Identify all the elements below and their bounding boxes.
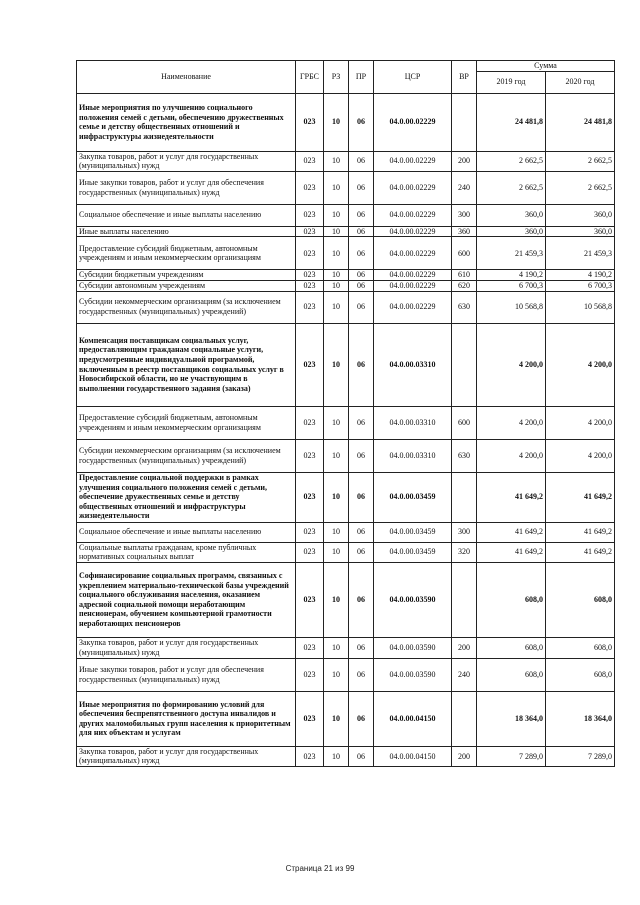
row-name: Закупка товаров, работ и услуг для государственных (муниципальных) нужд (77, 637, 296, 658)
row-rz: 10 (324, 691, 349, 746)
row-grbs: 023 (296, 291, 324, 323)
row-name: Предоставление субсидий бюджетным, автономным учреждениям и иным некоммерческим организациям (77, 237, 296, 270)
row-sum-2019: 608,0 (477, 562, 546, 637)
row-sum-2020: 21 459,3 (546, 237, 615, 270)
row-csr: 04.0.00.03459 (374, 522, 452, 542)
col-header-pr: ПР (349, 61, 374, 94)
row-vr: 240 (452, 658, 477, 691)
row-sum-2020: 360,0 (546, 226, 615, 237)
row-rz: 10 (324, 472, 349, 522)
table-row (77, 522, 615, 542)
table-row (77, 323, 615, 406)
row-grbs: 023 (296, 472, 324, 522)
row-vr: 200 (452, 746, 477, 766)
row-rz: 10 (324, 226, 349, 237)
row-rz: 10 (324, 746, 349, 766)
row-pr: 06 (349, 171, 374, 204)
row-grbs: 023 (296, 226, 324, 237)
row-pr: 06 (349, 406, 374, 439)
row-pr: 06 (349, 204, 374, 226)
table-row (77, 562, 615, 637)
row-rz: 10 (324, 291, 349, 323)
table-row (77, 270, 615, 281)
row-grbs: 023 (296, 270, 324, 281)
row-sum-2019: 4 200,0 (477, 439, 546, 472)
row-name: Иные закупки товаров, работ и услуг для обеспечения государственных (муниципальных) нужд (77, 658, 296, 691)
row-sum-2019: 4 200,0 (477, 406, 546, 439)
row-csr: 04.0.00.03310 (374, 439, 452, 472)
row-vr: 630 (452, 291, 477, 323)
row-name: Субсидии некоммерческим организациям (за исключением государственных (муниципальных) учреждений) (77, 291, 296, 323)
row-vr: 610 (452, 270, 477, 281)
row-csr: 04.0.00.03310 (374, 323, 452, 406)
row-sum-2020: 4 200,0 (546, 323, 615, 406)
row-sum-2019: 41 649,2 (477, 472, 546, 522)
row-pr: 06 (349, 323, 374, 406)
row-pr: 06 (349, 472, 374, 522)
row-pr: 06 (349, 270, 374, 281)
row-sum-2019: 41 649,2 (477, 542, 546, 562)
row-csr: 04.0.00.02229 (374, 237, 452, 270)
row-vr: 600 (452, 237, 477, 270)
row-grbs: 023 (296, 658, 324, 691)
row-grbs: 023 (296, 280, 324, 291)
table-row (77, 637, 615, 658)
row-sum-2019: 360,0 (477, 204, 546, 226)
row-csr: 04.0.00.03310 (374, 406, 452, 439)
row-vr: 240 (452, 171, 477, 204)
row-rz: 10 (324, 562, 349, 637)
row-sum-2019: 6 700,3 (477, 280, 546, 291)
table-row (77, 691, 615, 746)
col-header-name: Наименование (77, 61, 296, 94)
row-vr (452, 691, 477, 746)
row-rz: 10 (324, 151, 349, 171)
row-csr: 04.0.00.03590 (374, 637, 452, 658)
row-vr: 360 (452, 226, 477, 237)
table-row (77, 171, 615, 204)
row-name: Социальное обеспечение и иные выплаты населению (77, 522, 296, 542)
col-header-2020: 2020 год (546, 71, 615, 93)
row-grbs: 023 (296, 746, 324, 766)
row-csr: 04.0.00.02229 (374, 171, 452, 204)
row-pr: 06 (349, 658, 374, 691)
row-csr: 04.0.00.02229 (374, 270, 452, 281)
row-sum-2020: 10 568,8 (546, 291, 615, 323)
row-name: Иные мероприятия по формированию условий для обеспечения беспрепятственного доступа инвалидов и других маломобильных групп населения к приоритетным для них объектам и услугам (77, 691, 296, 746)
row-csr: 04.0.00.02229 (374, 93, 452, 151)
row-name: Субсидии некоммерческим организациям (за исключением государственных (муниципальных) учреждений) (77, 439, 296, 472)
table-row (77, 151, 615, 171)
row-sum-2020: 4 190,2 (546, 270, 615, 281)
row-vr (452, 93, 477, 151)
row-rz: 10 (324, 237, 349, 270)
row-csr: 04.0.00.02229 (374, 226, 452, 237)
row-rz: 10 (324, 93, 349, 151)
row-name: Предоставление субсидий бюджетным, автономным учреждениям и иным некоммерческим организациям (77, 406, 296, 439)
row-pr: 06 (349, 93, 374, 151)
table-row (77, 204, 615, 226)
row-name: Предоставление социальной поддержки в рамках улучшения социального положения семей с детьми, обеспечение дружественных семье и детству общественных отношений и инфраструктуры жизнедеятельности (77, 472, 296, 522)
row-grbs: 023 (296, 406, 324, 439)
row-name: Социальное обеспечение и иные выплаты населению (77, 204, 296, 226)
row-name: Закупка товаров, работ и услуг для государственных (муниципальных) нужд (77, 151, 296, 171)
row-sum-2020: 4 200,0 (546, 439, 615, 472)
row-grbs: 023 (296, 637, 324, 658)
row-vr: 200 (452, 637, 477, 658)
row-pr: 06 (349, 691, 374, 746)
row-sum-2020: 41 649,2 (546, 542, 615, 562)
row-rz: 10 (324, 171, 349, 204)
row-grbs: 023 (296, 522, 324, 542)
row-csr: 04.0.00.02229 (374, 280, 452, 291)
row-vr: 200 (452, 151, 477, 171)
row-csr: 04.0.00.04150 (374, 746, 452, 766)
row-name: Закупка товаров, работ и услуг для государственных (муниципальных) нужд (77, 746, 296, 766)
row-pr: 06 (349, 637, 374, 658)
row-rz: 10 (324, 542, 349, 562)
table-row (77, 439, 615, 472)
row-vr: 300 (452, 522, 477, 542)
row-sum-2020: 2 662,5 (546, 151, 615, 171)
table-row (77, 93, 615, 151)
col-header-sum: Сумма (477, 61, 615, 72)
row-vr: 630 (452, 439, 477, 472)
row-grbs: 023 (296, 562, 324, 637)
row-sum-2020: 6 700,3 (546, 280, 615, 291)
row-pr: 06 (349, 746, 374, 766)
col-header-vr: ВР (452, 61, 477, 94)
row-grbs: 023 (296, 691, 324, 746)
row-vr: 620 (452, 280, 477, 291)
row-vr (452, 323, 477, 406)
row-vr: 320 (452, 542, 477, 562)
row-sum-2019: 360,0 (477, 226, 546, 237)
row-vr: 600 (452, 406, 477, 439)
row-sum-2019: 41 649,2 (477, 522, 546, 542)
row-csr: 04.0.00.03590 (374, 658, 452, 691)
row-csr: 04.0.00.02229 (374, 151, 452, 171)
row-pr: 06 (349, 542, 374, 562)
row-grbs: 023 (296, 323, 324, 406)
row-name: Субсидии бюджетным учреждениям (77, 270, 296, 281)
table-body (77, 93, 615, 766)
row-sum-2019: 7 289,0 (477, 746, 546, 766)
row-name: Иные выплаты населению (77, 226, 296, 237)
row-csr: 04.0.00.04150 (374, 691, 452, 746)
row-sum-2019: 21 459,3 (477, 237, 546, 270)
row-pr: 06 (349, 291, 374, 323)
row-sum-2019: 10 568,8 (477, 291, 546, 323)
col-header-2019: 2019 год (477, 71, 546, 93)
col-header-grbs: ГРБС (296, 61, 324, 94)
row-sum-2019: 18 364,0 (477, 691, 546, 746)
col-header-rz: РЗ (324, 61, 349, 94)
row-sum-2020: 608,0 (546, 637, 615, 658)
row-name: Социальные выплаты гражданам, кроме публичных нормативных социальных выплат (77, 542, 296, 562)
row-csr: 04.0.00.02229 (374, 291, 452, 323)
row-rz: 10 (324, 658, 349, 691)
table-row (77, 472, 615, 522)
row-csr: 04.0.00.03590 (374, 562, 452, 637)
row-pr: 06 (349, 562, 374, 637)
row-rz: 10 (324, 323, 349, 406)
row-rz: 10 (324, 522, 349, 542)
row-pr: 06 (349, 522, 374, 542)
row-pr: 06 (349, 439, 374, 472)
row-sum-2020: 24 481,8 (546, 93, 615, 151)
table-row (77, 542, 615, 562)
row-sum-2020: 41 649,2 (546, 522, 615, 542)
table-row (77, 746, 615, 766)
row-pr: 06 (349, 151, 374, 171)
row-grbs: 023 (296, 204, 324, 226)
row-rz: 10 (324, 439, 349, 472)
table-row (77, 280, 615, 291)
row-name: Иные мероприятия по улучшению социального положения семей с детьми, обеспечению дружественных семье и детству общественных отношений и инфраструктуры жизнедеятельности (77, 93, 296, 151)
row-grbs: 023 (296, 542, 324, 562)
row-rz: 10 (324, 270, 349, 281)
col-header-csr: ЦСР (374, 61, 452, 94)
row-sum-2019: 4 200,0 (477, 323, 546, 406)
table-row (77, 237, 615, 270)
table-row (77, 291, 615, 323)
row-grbs: 023 (296, 439, 324, 472)
row-name: Иные закупки товаров, работ и услуг для обеспечения государственных (муниципальных) нужд (77, 171, 296, 204)
row-vr (452, 472, 477, 522)
row-name: Субсидии автономным учреждениям (77, 280, 296, 291)
row-pr: 06 (349, 237, 374, 270)
row-pr: 06 (349, 226, 374, 237)
row-name: Компенсация поставщикам социальных услуг, предоставляющим гражданам социальные услуги, предусмотренные индивидуальной программой, включенным в реестр поставщиков социальных услуг в Новосибирской области, но не участвующим в выполнении государственного задания (заказа) (77, 323, 296, 406)
row-sum-2019: 2 662,5 (477, 171, 546, 204)
row-vr: 300 (452, 204, 477, 226)
table-row (77, 226, 615, 237)
budget-table (76, 60, 615, 767)
row-sum-2020: 7 289,0 (546, 746, 615, 766)
row-vr (452, 562, 477, 637)
row-rz: 10 (324, 406, 349, 439)
row-sum-2019: 608,0 (477, 658, 546, 691)
row-grbs: 023 (296, 151, 324, 171)
row-name: Софинансирование социальных программ, связанных с укреплением материально-технической базы учреждений социального обслуживания населения, оказанием адресной социальной помощи неработающим пенсионерам, обучением компьютерной грамотности неработающих пенсионеров (77, 562, 296, 637)
row-sum-2020: 41 649,2 (546, 472, 615, 522)
row-rz: 10 (324, 204, 349, 226)
row-sum-2020: 2 662,5 (546, 171, 615, 204)
row-csr: 04.0.00.03459 (374, 542, 452, 562)
row-sum-2020: 608,0 (546, 658, 615, 691)
row-pr: 06 (349, 280, 374, 291)
row-sum-2019: 608,0 (477, 637, 546, 658)
row-csr: 04.0.00.03459 (374, 472, 452, 522)
row-sum-2020: 360,0 (546, 204, 615, 226)
row-sum-2019: 4 190,2 (477, 270, 546, 281)
row-csr: 04.0.00.02229 (374, 204, 452, 226)
page-number: Страница 21 из 99 (285, 864, 355, 873)
row-sum-2020: 4 200,0 (546, 406, 615, 439)
row-sum-2019: 2 662,5 (477, 151, 546, 171)
row-rz: 10 (324, 637, 349, 658)
row-rz: 10 (324, 280, 349, 291)
table-row (77, 658, 615, 691)
row-sum-2020: 18 364,0 (546, 691, 615, 746)
table-row (77, 406, 615, 439)
row-grbs: 023 (296, 93, 324, 151)
row-sum-2019: 24 481,8 (477, 93, 546, 151)
row-grbs: 023 (296, 237, 324, 270)
row-sum-2020: 608,0 (546, 562, 615, 637)
row-grbs: 023 (296, 171, 324, 204)
